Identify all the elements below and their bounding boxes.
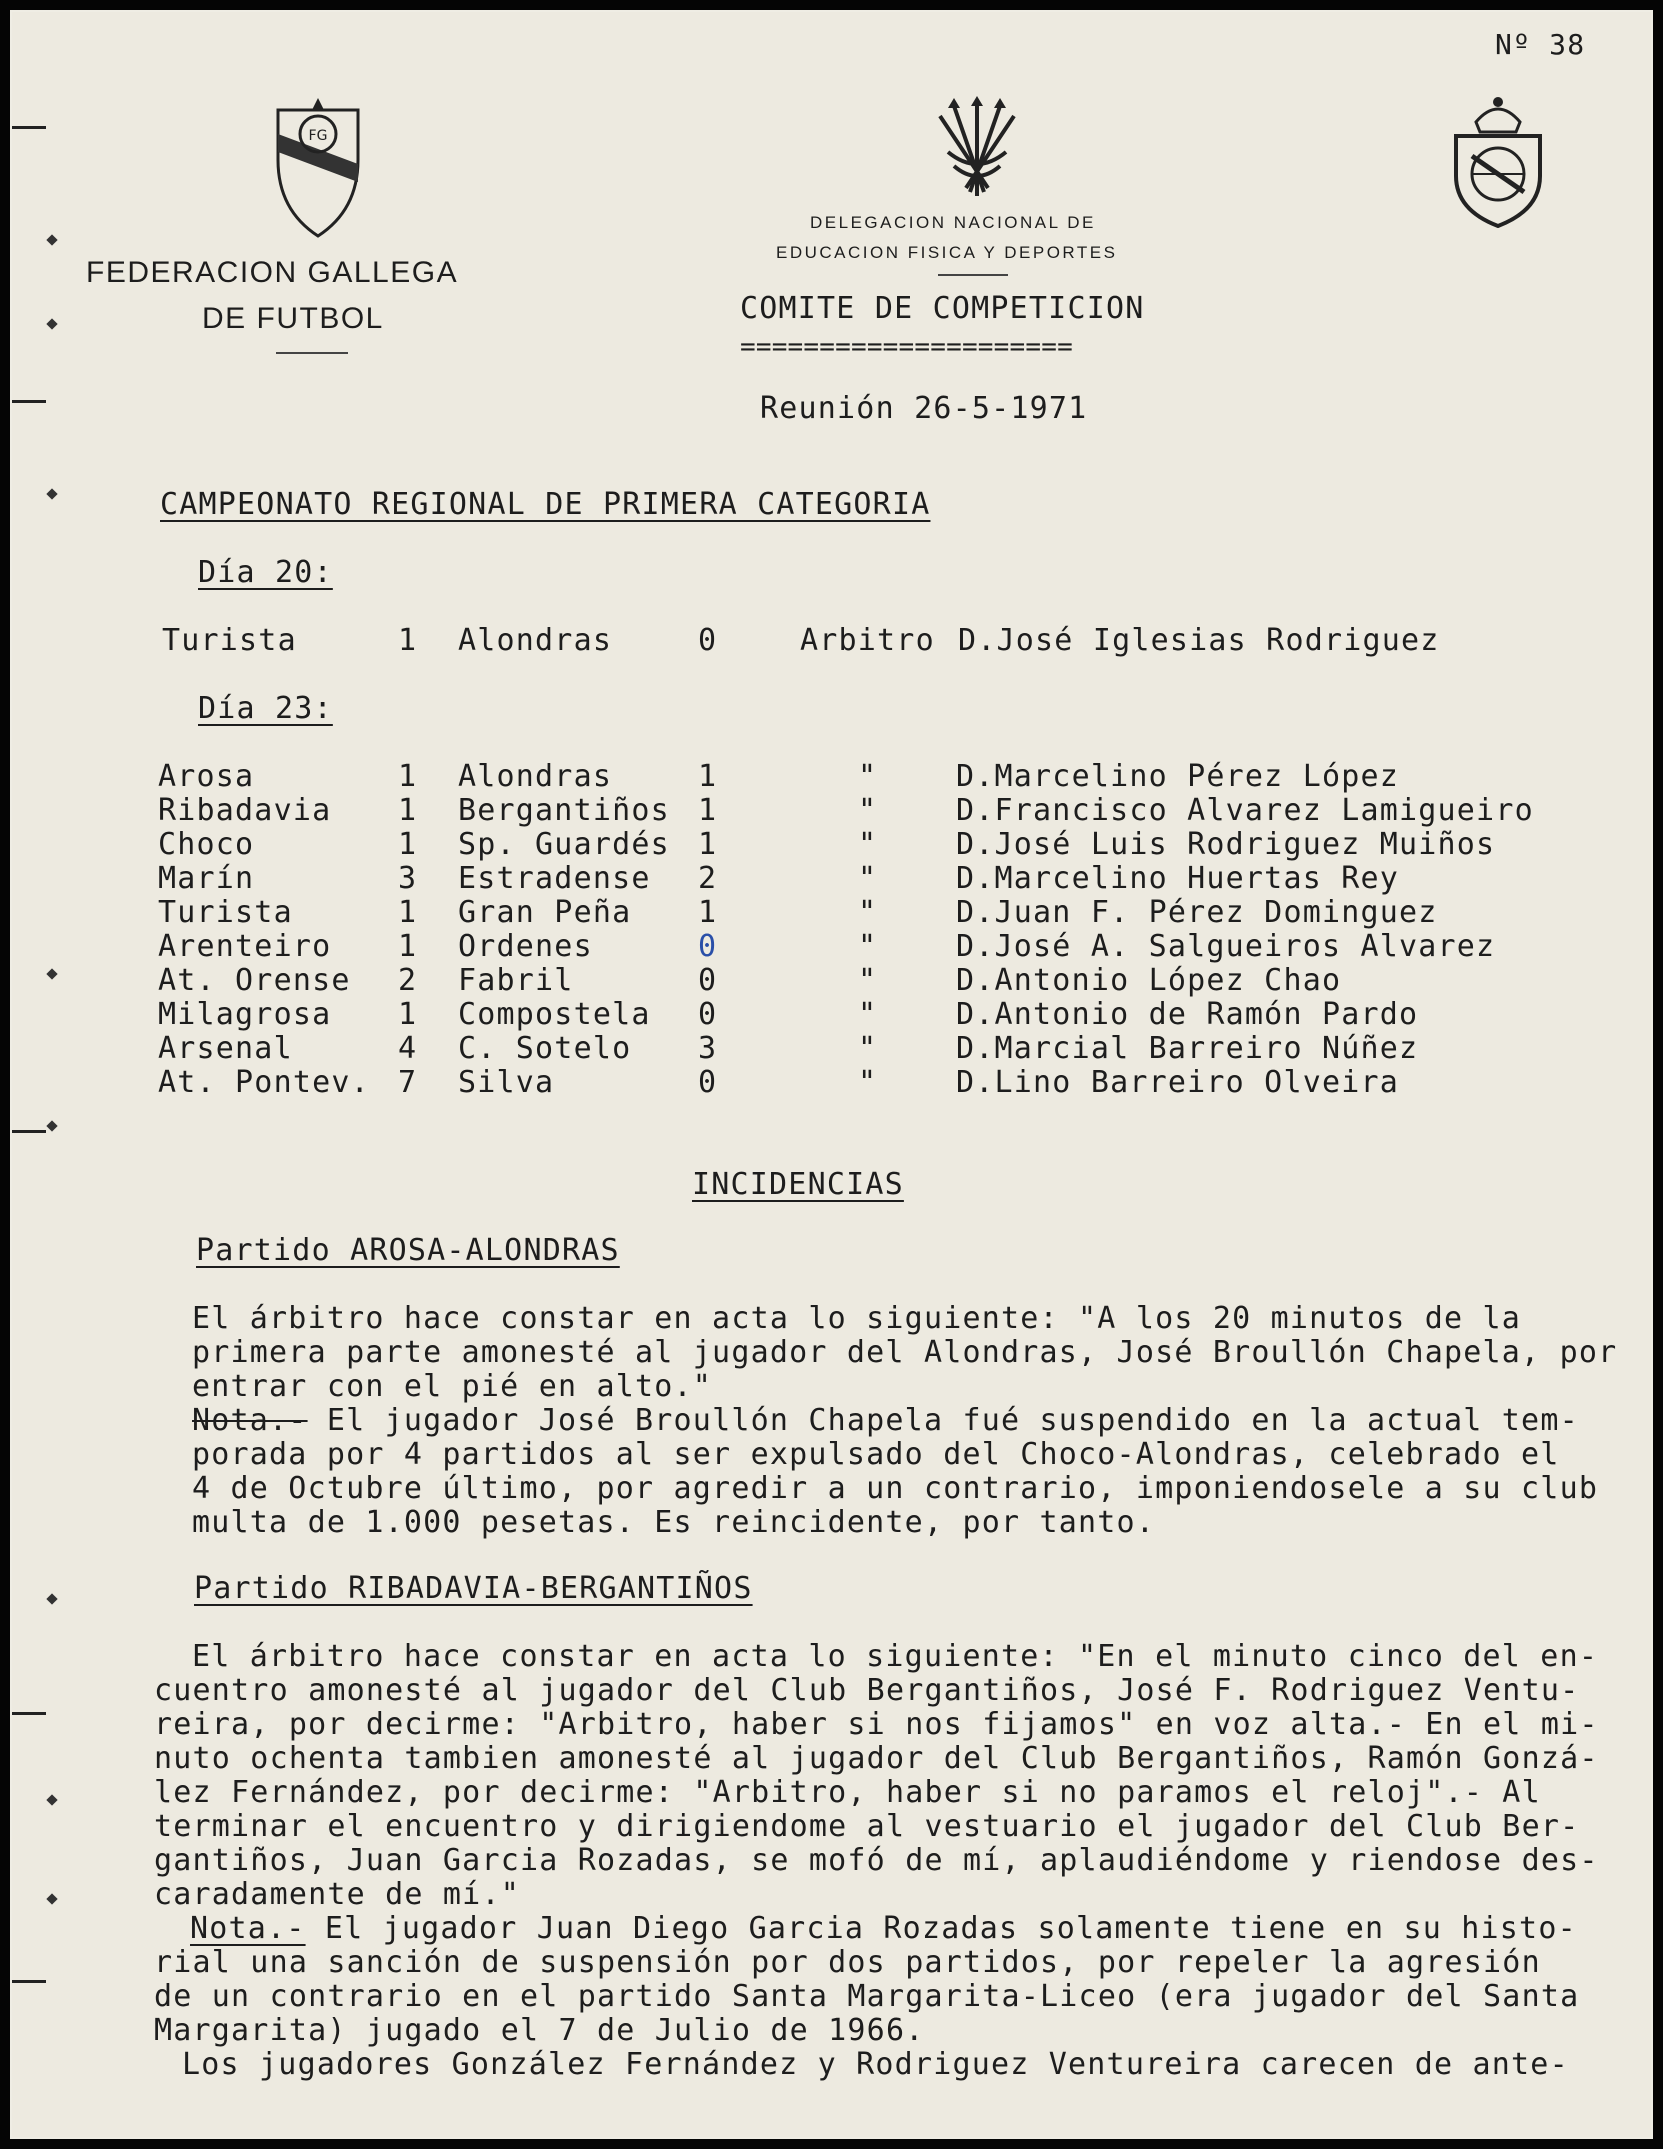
ditto-mark: ": [858, 861, 878, 896]
home-team: Milagrosa: [158, 997, 332, 1032]
nota-label: Nota.-: [192, 1403, 308, 1438]
header-divider: [276, 352, 348, 354]
referee-name: D.Marcelino Pérez López: [956, 759, 1400, 794]
nota-label: Nota.-: [190, 1911, 306, 1946]
partido-arosa-heading: Partido AROSA-ALONDRAS: [196, 1233, 620, 1268]
away-goals: 1: [698, 793, 718, 828]
referee-name: D.Juan F. Pérez Dominguez: [956, 895, 1438, 930]
away-goals: 3: [698, 1031, 718, 1066]
referee-name: D.José Luis Rodriguez Muiños: [956, 827, 1496, 862]
home-team: Ribadavia: [158, 793, 332, 828]
ditto-mark: ": [858, 1065, 878, 1100]
away-goals: 2: [698, 861, 718, 896]
binder-mark: [12, 400, 46, 403]
body-line: lez Fernández, por decirme: "Arbitro, haber si no paramos el reloj".- Al: [154, 1775, 1541, 1810]
body-line: nuto ochenta tambien amonesté al jugador del Club Bergantiños, Ramón Gonzá-: [154, 1741, 1599, 1776]
ditto-mark: ": [858, 963, 878, 998]
body-line: reira, por decirme: "Arbitro, haber si nos fijamos" en voz alta.- En el mi-: [154, 1707, 1599, 1742]
body-line: caradamente de mí.": [154, 1877, 520, 1912]
royal-crest-icon: [1446, 92, 1550, 228]
home-team: Turista: [162, 623, 297, 658]
home-team: At. Orense: [158, 963, 351, 998]
home-team: Arenteiro: [158, 929, 332, 964]
ditto-mark: ": [858, 793, 878, 828]
binder-mark: [12, 126, 46, 129]
body-line: Margarita) jugado el 7 de Julio de 1966.: [154, 2013, 925, 2048]
referee-name: D.Francisco Alvarez Lamigueiro: [956, 793, 1534, 828]
referee-name: D.Lino Barreiro Olveira: [956, 1065, 1400, 1100]
body-line: multa de 1.000 pesetas. Es reincidente, por tanto.: [192, 1505, 1156, 1540]
referee-name: D.José Iglesias Rodriguez: [958, 623, 1440, 658]
away-goals: 0: [698, 997, 718, 1032]
meeting-date: Reunión 26-5-1971: [760, 391, 1088, 426]
body-line: 4 de Octubre último, por agredir a un contrario, imponiendosele a su club: [192, 1471, 1599, 1506]
body-line: cuentro amonesté al jugador del Club Bergantiños, José F. Rodriguez Ventu-: [154, 1673, 1580, 1708]
body-line: El árbitro hace constar en acta lo siguiente: "A los 20 minutos de la: [192, 1301, 1522, 1336]
away-team: Alondras: [458, 759, 613, 794]
away-goals: 0: [698, 623, 718, 658]
federation-name-line2: DE FUTBOL: [202, 302, 384, 335]
document-number: Nº 38: [1495, 28, 1586, 61]
home-goals: 7: [398, 1065, 418, 1100]
committee-underline: =====================: [740, 332, 1073, 362]
referee-name: D.Antonio López Chao: [956, 963, 1342, 998]
body-line: Los jugadores González Fernández y Rodriguez Ventureira carecen de ante-: [182, 2047, 1569, 2082]
home-team: Turista: [158, 895, 293, 930]
arbitro-label: Arbitro: [800, 623, 935, 658]
ditto-mark: ": [858, 827, 878, 862]
home-team: Marín: [158, 861, 255, 896]
home-goals: 4: [398, 1031, 418, 1066]
federation-shield-icon: [272, 98, 364, 240]
referee-name: D.José A. Salgueiros Alvarez: [956, 929, 1496, 964]
home-goals: 1: [398, 895, 418, 930]
partido-ribadavia-heading: Partido RIBADAVIA-BERGANTIÑOS: [194, 1571, 753, 1606]
away-goals: 1: [698, 895, 718, 930]
delegation-line1: DELEGACION NACIONAL DE: [810, 213, 1096, 232]
away-team: Gran Peña: [458, 895, 632, 930]
away-team: C. Sotelo: [458, 1031, 632, 1066]
away-team: Estradense: [458, 861, 651, 896]
committee-title: COMITE DE COMPETICION: [740, 291, 1145, 326]
binder-mark: [12, 1130, 46, 1133]
away-goals: 0: [698, 1065, 718, 1100]
ditto-mark: ": [858, 929, 878, 964]
body-line: de un contrario en el partido Santa Margarita-Liceo (era jugador del Santa: [154, 1979, 1580, 2014]
nota-line: [192, 1404, 1579, 1438]
delegation-line2: EDUCACION FISICA Y DEPORTES: [776, 243, 1118, 262]
binder-mark: [12, 1712, 46, 1715]
home-goals: 1: [398, 623, 418, 658]
ditto-mark: ": [858, 997, 878, 1032]
home-team: Arosa: [158, 759, 255, 794]
away-team: Bergantiños: [458, 793, 670, 828]
away-team: Ordenes: [458, 929, 593, 964]
body-line: rial una sanción de suspensión por dos partidos, por repeler la agresión: [154, 1945, 1541, 1980]
away-team: Alondras: [458, 623, 613, 658]
home-goals: 3: [398, 861, 418, 896]
day-23-label: Día 23:: [198, 691, 333, 726]
nota-line: [190, 1912, 1577, 1946]
home-team: Arsenal: [158, 1031, 293, 1066]
home-goals: 1: [398, 929, 418, 964]
away-team: Silva: [458, 1065, 555, 1100]
home-team: Choco: [158, 827, 255, 862]
away-goals: 1: [698, 759, 718, 794]
referee-name: D.Marcial Barreiro Núñez: [956, 1031, 1419, 1066]
ditto-mark: ": [858, 759, 878, 794]
home-goals: 1: [398, 793, 418, 828]
home-goals: 1: [398, 759, 418, 794]
nota-text: El jugador Juan Diego Garcia Rozadas solamente tiene en su histo-: [305, 1911, 1577, 1946]
body-line: El árbitro hace constar en acta lo siguiente: "En el minuto cinco del en-: [192, 1639, 1599, 1674]
away-goals: 0: [698, 963, 718, 998]
referee-name: D.Marcelino Huertas Rey: [956, 861, 1400, 896]
referee-name: D.Antonio de Ramón Pardo: [956, 997, 1419, 1032]
binder-mark: [12, 1980, 46, 1983]
svg-text:FG: FG: [308, 128, 328, 144]
home-goals: 1: [398, 997, 418, 1032]
body-line: entrar con el pié en alto.": [192, 1369, 713, 1404]
body-line: primera parte amonesté al jugador del Alondras, José Broullón Chapela, por: [192, 1335, 1618, 1370]
away-goals: 1: [698, 827, 718, 862]
away-goals: 0: [698, 929, 718, 964]
incidencias-title: INCIDENCIAS: [692, 1167, 904, 1202]
away-team: Sp. Guardés: [458, 827, 670, 862]
home-goals: 2: [398, 963, 418, 998]
ditto-mark: ": [858, 1031, 878, 1066]
day-20-label: Día 20:: [198, 555, 333, 590]
body-line: porada por 4 partidos al ser expulsado del Choco-Alondras, celebrado el: [192, 1437, 1560, 1472]
home-goals: 1: [398, 827, 418, 862]
header-divider: [938, 274, 1008, 276]
championship-title: CAMPEONATO REGIONAL DE PRIMERA CATEGORIA: [160, 487, 931, 522]
body-line: terminar el encuentro y dirigiendome al vestuario el jugador del Club Ber-: [154, 1809, 1580, 1844]
yoke-arrows-icon: [934, 96, 1020, 200]
away-team: Compostela: [458, 997, 651, 1032]
away-team: Fabril: [458, 963, 574, 998]
nota-text: El jugador José Broullón Chapela fué suspendido en la actual tem-: [307, 1403, 1579, 1438]
federation-name-line1: FEDERACION GALLEGA: [86, 256, 459, 289]
ditto-mark: ": [858, 895, 878, 930]
body-line: gantiños, Juan Garcia Rozadas, se mofó de mí, aplaudiéndome y riendose des-: [154, 1843, 1599, 1878]
home-team: At. Pontev.: [158, 1065, 370, 1100]
